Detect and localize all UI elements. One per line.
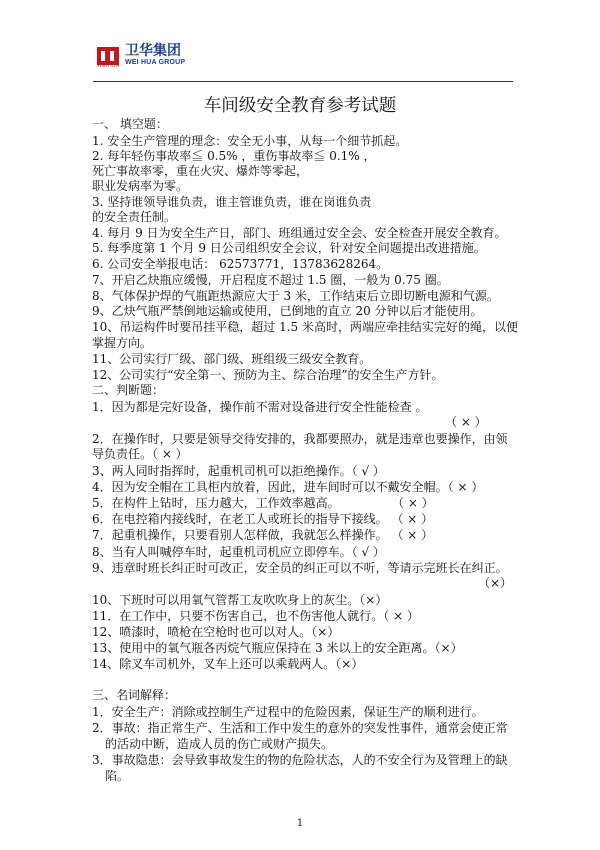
- judge-line: 14、除叉车司机外，叉车上还可以乘载两人。（×）: [92, 657, 364, 671]
- fill-line: 4. 每月 9 日为安全生产日，部门、班组通过安全会、安全检查开展安全教育。: [92, 226, 507, 240]
- page-number: 1: [296, 818, 304, 829]
- judge-line: 导负责任。（ × ）: [92, 447, 188, 461]
- fill-line: 3. 坚持谁领导谁负责，谁主管谁负责，谁在岗谁负责: [92, 195, 372, 209]
- fill-line: 6. 公司安全举报电话： 62573771，13783628264。: [92, 257, 389, 271]
- judge-answer: （ × ）: [445, 415, 487, 429]
- section-heading-terms: 三、名词解释：: [92, 688, 177, 702]
- term-line: 3．事故隐患：会导致事故发生的物的危险状态，人的不安全行为及管理上的缺: [92, 753, 508, 767]
- judge-line: 12、喷漆时，喷枪在空枪时也可以对人。（×）: [92, 625, 340, 639]
- judge-answer: （×）: [478, 576, 513, 590]
- fill-line: 5. 每季度第 1 个月 9 日公司组织安全会议，针对安全问题提出改进措施。: [92, 241, 486, 255]
- judge-line: 4．因为安全帽在工具柜内放着，因此，进车间时可以不戴安全帽。（ × ）: [92, 480, 484, 494]
- term-line: 陷。: [105, 769, 130, 783]
- section-heading-fill: 一、 填空题：: [92, 117, 168, 131]
- judge-line: 8、当有人叫喊停车时，起重机司机应立即停车。（ √ ）: [92, 545, 385, 559]
- judge-line: 9、违章时班长纠正时可改正，安全员的纠正可以不听，等请示完班长在纠正。: [92, 561, 508, 575]
- fill-line: 职业发病率为零。: [92, 179, 189, 193]
- company-logo: [97, 44, 185, 67]
- header-rule: [93, 81, 513, 82]
- judge-line: 13、使用中的氧气瓶各丙烷气瓶应保持在 3 米以上的安全距离。（×）: [92, 641, 463, 655]
- term-line: 2．事故：指正常生产、生活和工作中发生的意外的突发性事件，通常会使正常: [92, 721, 508, 735]
- logo-chinese-name: 卫华集团: [125, 43, 181, 59]
- judge-line: 11．在工作中，只要不伤害自己，也不伤害他人就行。（ × ）: [92, 609, 419, 623]
- judge-line: 10、下班时可以用氧气管帮工友吹吹身上的灰尘。（×）: [92, 593, 388, 607]
- term-line: 的活动中断，造成人员的伤亡或财产损失。: [105, 737, 334, 751]
- judge-line: 7．起重机操作，只要看别人怎样做，我就怎么样操作。 （ × ）: [92, 528, 434, 542]
- logo-english-name: WEI HUA GROUP: [125, 59, 186, 66]
- fill-line: 掌握方向。: [92, 336, 153, 350]
- fill-line: 7、开启乙炔瓶应缓慢，开启程度不超过 1.5 圈，一般为 0.75 圈。: [92, 273, 449, 287]
- fill-line: 2. 每年轻伤事故率≦ 0.5% ，重伤事故率≦ 0.1% ，: [92, 149, 376, 163]
- judge-line: 2．在操作时，只要是领导交待安排的，我都要照办，就是违章也要操作，由领: [92, 432, 508, 446]
- judge-answer: （ × ）: [392, 496, 434, 510]
- logo-mark-icon: [97, 47, 119, 65]
- logo-subtext: WEIHUA: [97, 63, 120, 69]
- fill-line: 8、气体保护焊的气瓶距热源应大于 3 米，工作结束后立即切断电源和气源。: [92, 289, 499, 303]
- term-line: 1．安全生产：消除或控制生产过程中的危险因素，保证生产的顺利进行。: [92, 705, 484, 719]
- page-title: 车间级安全教育参考试题: [203, 96, 397, 116]
- judge-line: 6．在电控箱内接线时，在老工人或班长的指导下接线。 （ × ）: [92, 512, 434, 526]
- fill-line: 10、吊运构件时要吊挂平稳，超过 1.5 米高时，两端应牵挂结实完好的绳，以便: [92, 320, 518, 334]
- logo-text: [125, 44, 185, 67]
- section-heading-judge: 二、判断题：: [92, 383, 165, 397]
- judge-line: 5．在构件上钻时，压力越大，工作效率越高。: [92, 496, 340, 510]
- judge-line: 3、两人同时指挥时，起重机司机可以拒绝操作。（ √ ）: [92, 464, 385, 478]
- fill-line: 1. 安全生产管理的理念：安全无小事，从每一个细节抓起。: [92, 134, 408, 148]
- judge-line: 1．因为都是完好设备，操作前不需对设备进行安全性能检查 。: [92, 400, 428, 414]
- fill-line: 的安全责任制。: [92, 210, 177, 224]
- fill-line: 死亡事故率零，重在火灾、爆炸等零起，: [92, 164, 309, 178]
- fill-line: 12、公司实行“安全第一、预防为主、综合治理”的安全生产方针。: [92, 368, 444, 382]
- fill-line: 11、公司实行厂级、部门级、班组级三级安全教育。: [92, 352, 372, 366]
- fill-line: 9、乙炔气瓶严禁倒地运输或使用，已倒地的直立 20 分钟以后才能使用。: [92, 304, 483, 318]
